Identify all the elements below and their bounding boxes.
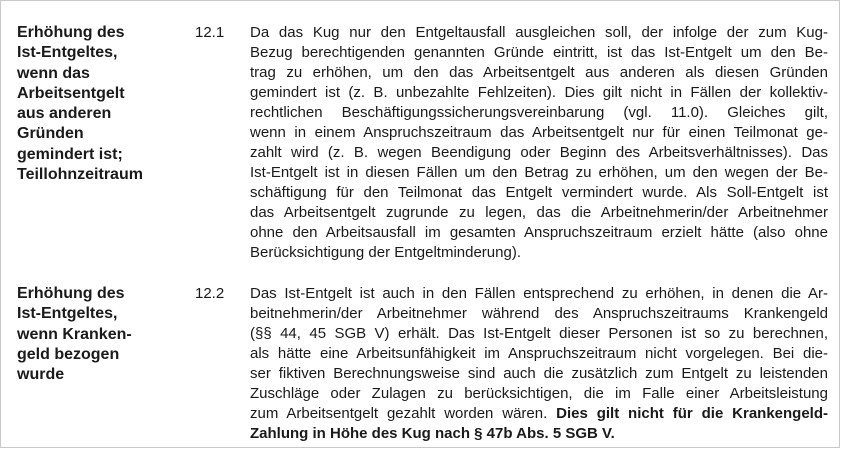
body-line: Berücksichtigung der Entgeltminderung). xyxy=(250,244,521,261)
section-number: 12.1 xyxy=(195,24,225,41)
heading-line: Arbeitsentgelt xyxy=(17,84,125,102)
body-line: Zuschläge oder Zulagen zu berücksichtigen, die im Falle einer Arbeitsleistung xyxy=(250,385,828,402)
body-line: zahlt wird (z. B. wegen Beendigung oder Beginn des Arbeitsverhältnisses). Das xyxy=(250,144,828,161)
body-line: das Arbeitsentgelt zugrunde zu legen, das die Arbeitnehmerin/der Arbeitnehmer xyxy=(250,204,828,221)
body-line: rechtlichen Beschäftigungssicherungsvereinbarung (vgl. 11.0). Gleiches gilt, xyxy=(250,104,828,121)
heading-line: geld bezogen xyxy=(17,345,120,363)
body-line-mixed xyxy=(250,404,828,424)
section-body xyxy=(250,23,828,263)
heading-line: Ist-Entgeltes, xyxy=(17,305,118,323)
section-body xyxy=(250,284,828,444)
body-line: gemindert ist (z. B. unbezahlte Fehlzeiten). Dies gilt nicht in Fällen der kollektiv- xyxy=(250,84,828,101)
body-line: Ist-Entgelt ist in diesen Fällen um den Betrag zu erhöhen, um den wegen der Be- xyxy=(250,164,828,181)
body-line: beitnehmerin/der Arbeitnehmer während des Anspruchszeitraums Krankengeld xyxy=(250,305,828,322)
body-line: ohne den Arbeitsausfall im gesamten Anspruchszeitraum erzielt hätte (also ohne xyxy=(250,224,828,241)
body-line: Das Ist-Entgelt ist auch in den Fällen entsprechend zu erhöhen, in denen die Ar- xyxy=(250,285,828,302)
heading-line: wurde xyxy=(17,366,65,384)
heading-line: Gründen xyxy=(17,125,84,143)
body-line: als hätte eine Arbeitsunfähigkeit im Anspruchszeitraum nicht vorgelegen. Bei die- xyxy=(250,345,828,362)
heading-line: aus anderen xyxy=(17,105,112,123)
body-line: ser fiktiven Berechnungsweise sind auch die zusätzlich zum Entgelt zu leistenden xyxy=(250,365,828,382)
body-line: trag zu erhöhen, um den das Arbeitsentgelt aus anderen als diesen Gründen xyxy=(250,64,828,81)
body-line: Da das Kug nur den Entgeltausfall ausgleichen soll, der infolge der zum Kug- xyxy=(250,24,828,41)
body-line: schäftigung für den Teilmonat das Entgelt vermindert wurde. Als Soll-Entgelt ist xyxy=(250,184,828,201)
body-line: wenn in einem Anspruchszeitraum das Arbeitsentgelt nur für einen Teilmonat ge- xyxy=(250,124,828,141)
heading-line: Ist-Entgeltes, xyxy=(17,44,118,62)
heading-line: Erhöhung des xyxy=(17,285,125,302)
heading-line: gemindert ist; xyxy=(17,145,123,163)
bold-text: Dies gilt nicht für die Krankengeld- xyxy=(556,405,828,422)
body-line: (§§ 44, 45 SGB V) erhält. Das Ist-Entgelt dieser Personen ist so zu berechnen, xyxy=(250,325,828,342)
body-line: Bezug berechtigenden genannten Gründe eintritt, ist das Ist-Entgelt um den Be- xyxy=(250,44,828,61)
heading-line: Erhöhung des xyxy=(17,24,125,41)
heading-line: wenn das xyxy=(17,64,90,82)
section-number: 12.2 xyxy=(195,285,225,302)
heading-line: wenn Kranken- xyxy=(17,325,132,343)
section-heading xyxy=(17,284,177,385)
body-line-bold: Zahlung in Höhe des Kug nach § 47b Abs. 5 SGB V. xyxy=(250,425,615,442)
section-heading xyxy=(17,23,177,185)
body-text: zum Arbeitsentgelt gezahlt worden wären. xyxy=(250,405,548,422)
heading-line: Teillohnzeitraum xyxy=(17,166,143,184)
